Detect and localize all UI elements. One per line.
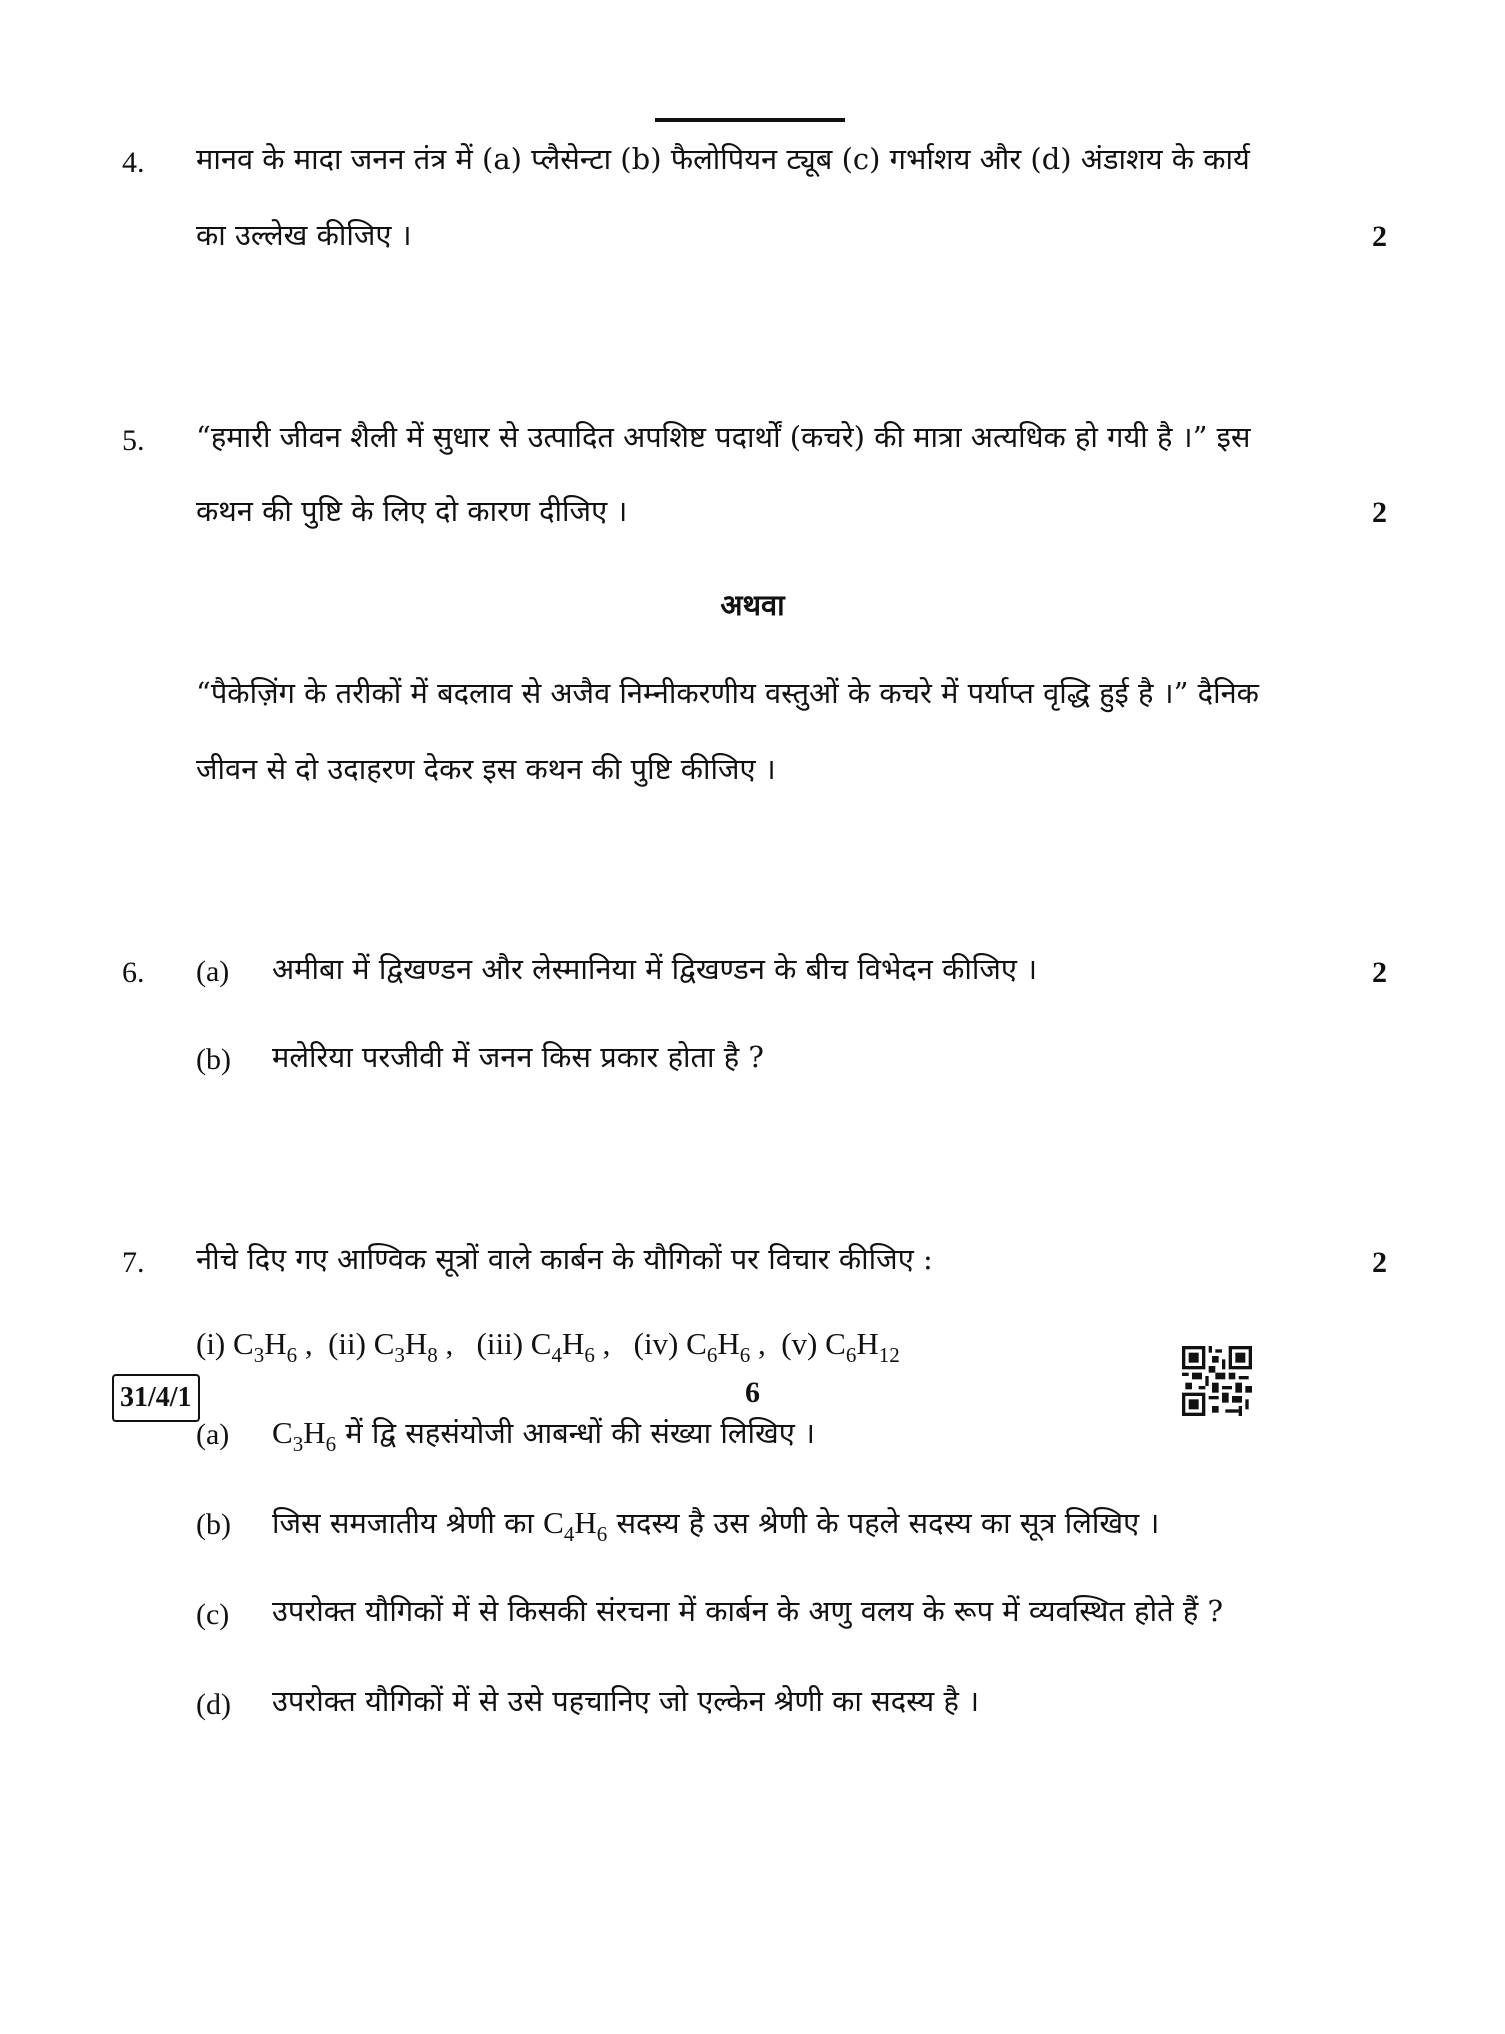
q7-b-post: सदस्य है उस श्रेणी के पहले सदस्य का सूत्र लिखिए ।: [616, 1506, 1160, 1540]
top-rule: [655, 118, 845, 122]
q5-marks: 2: [1372, 496, 1387, 529]
q7-b-label: (b): [196, 1508, 231, 1541]
formula-i: (i) $C_3H_6$ ,: [196, 1326, 313, 1367]
q6-b-text: मलेरिया परजीवी में जनन किस प्रकार होता है ?: [272, 1040, 764, 1074]
q7-marks: 2: [1372, 1246, 1387, 1279]
q7-b-pre: जिस समजातीय श्रेणी का: [272, 1506, 534, 1540]
q4-marks: 2: [1372, 220, 1387, 253]
paper-code-box: 31/4/1: [112, 1374, 200, 1422]
q5-or-label: अथवा: [720, 588, 785, 622]
formula-v: (v) $C_6H_{12}$: [781, 1326, 900, 1367]
q6-a-label: (a): [196, 955, 230, 988]
q4-line1: मानव के मादा जनन तंत्र में (a) प्लैसेन्टा (b) फैलोपियन ट्यूब (c) गर्भाशय और (d) अंडाशय के कार्य: [196, 142, 1250, 176]
q7-a-label: (a): [196, 1418, 230, 1451]
q7-formula-list: [196, 1326, 900, 1368]
q6-b-label: (b): [196, 1043, 231, 1076]
formula-iii: (iii) $C_4H_6$ ,: [476, 1326, 611, 1367]
formula-ii: (ii) $C_3H_8$ ,: [328, 1326, 454, 1367]
q4-number: 4.: [122, 146, 145, 179]
q5-line1: “हमारी जीवन शैली में सुधार से उत्पादित अपशिष्ट पदार्थों (कचरे) की मात्रा अत्यधिक हो गयी है ।” इस: [196, 420, 1251, 454]
q7-c-label: (c): [196, 1598, 230, 1631]
q7-a-line: [272, 1414, 815, 1457]
q6-a-text: अमीबा में द्विखण्डन और लेस्मानिया में द्विखण्डन के बीच विभेदन कीजिए ।: [272, 952, 1038, 986]
q7-number: 7.: [122, 1246, 145, 1279]
formula-iv: (iv) $C_6H_6$ ,: [633, 1326, 766, 1367]
q7-intro: नीचे दिए गए आण्विक सूत्रों वाले कार्बन के यौगिकों पर विचार कीजिए :: [196, 1242, 933, 1276]
q7-b-formula: $C_4H_6$: [543, 1505, 608, 1546]
q6-marks: 2: [1372, 956, 1387, 989]
q6-number: 6.: [122, 956, 145, 989]
q7-a-formula: $C_3H_6$: [272, 1415, 337, 1456]
q7-c-text: उपरोक्त यौगिकों में से किसकी संरचना में कार्बन के अणु वलय के रूप में व्यवस्थित होते हैं ?: [272, 1594, 1223, 1628]
q5-number: 5.: [122, 424, 145, 457]
page-number: 6: [745, 1376, 760, 1409]
qr-code-icon: [1182, 1346, 1252, 1416]
q7-d-text: उपरोक्त यौगिकों में से उसे पहचानिए जो एल्केन श्रेणी का सदस्य है ।: [272, 1684, 980, 1718]
q5-alt-line2: जीवन से दो उदाहरण देकर इस कथन की पुष्टि कीजिए ।: [196, 752, 776, 786]
q4-line2: का उल्लेख कीजिए ।: [196, 218, 412, 252]
q7-d-label: (d): [196, 1688, 231, 1721]
q5-alt-line1: “पैकेज़िंग के तरीकों में बदलाव से अजैव निम्नीकरणीय वस्तुओं के कचरे में पर्याप्त वृद्धि हुई है ।” दैनिक: [196, 676, 1259, 710]
q7-b-line: [272, 1504, 1159, 1547]
q7-a-text: में द्वि सहसंयोजी आबन्धों की संख्या लिखिए ।: [345, 1416, 816, 1450]
q5-line2: कथन की पुष्टि के लिए दो कारण दीजिए ।: [196, 494, 628, 528]
